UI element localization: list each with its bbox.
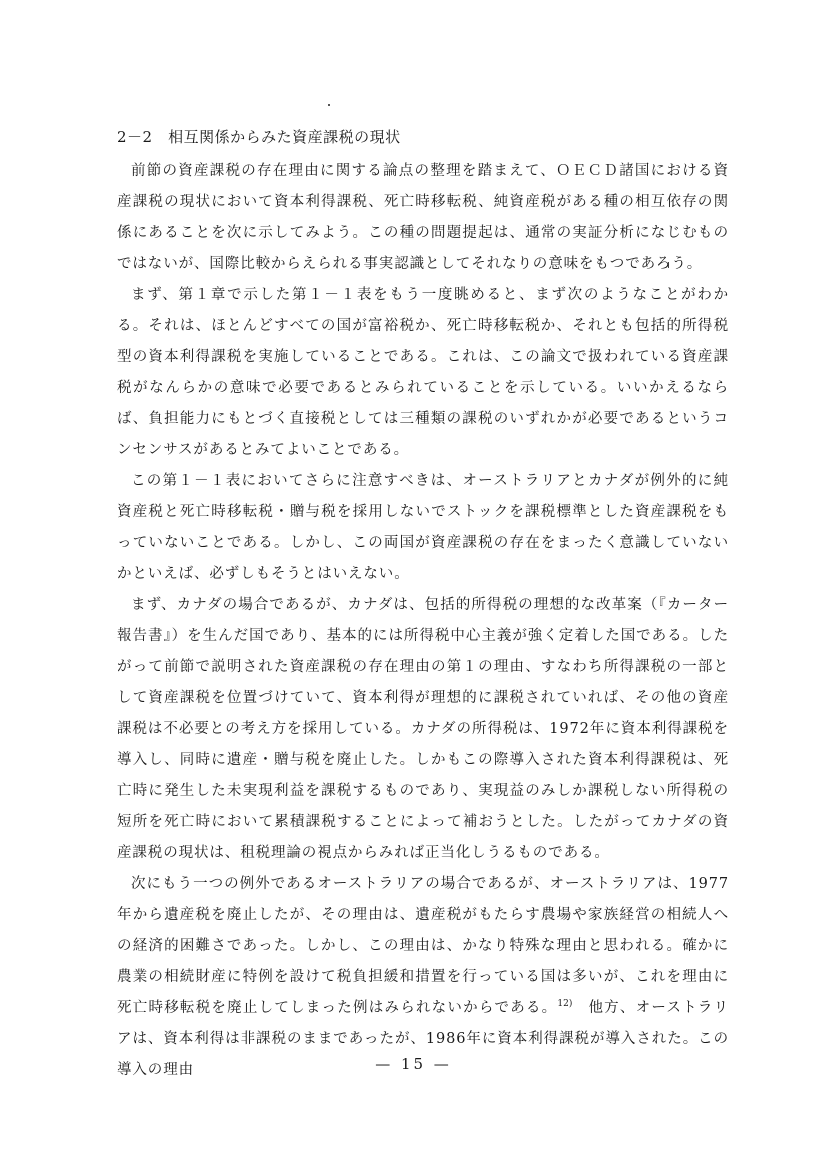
body-text: [117, 156, 729, 1086]
scan-speck: [328, 104, 330, 106]
paragraph-1: 前節の資産課税の存在理由に関する論点の整理を踏まえて、ＯＥＣＤ諸国における資産課税の現状において資本利得課税、死亡時移転税、純資産税がある種の相互依存の関係にあることを次に示してみよう。この種の問題提起は、通常の実証分析になじむものではないが、国際比較からえられる事実認識としてそれなりの意味をもつであろう。: [117, 163, 729, 272]
paragraph-5: [117, 869, 729, 1086]
paragraph-2: まず、第１章で示した第１－１表をもう一度眺めると、まず次のようなことがわかる。それは、ほとんどすべての国が富裕税か、死亡時移転税か、それとも包括的所得税型の資本利得課税を実施していることである。これは、この論文で扱われている資産課税がなんらかの意味で必要であるとみられていることを示している。いいかえるならば、負担能力にもとづく直接税としては三種類の課税のいずれかが必要であるというコンセンサスがあるとみてよいことである。: [117, 287, 729, 458]
paragraph-5-text-a: 次にもう一つの例外であるオーストラリアの場合であるが、オーストラリアは、1977年から遺産税を廃止したが、その理由は、遺産税がもたらす農場や家族経営の相続人への経済的困難さであった。しかし、この理由は、かなり特殊な理由と思われる。確かに農業の相続財産に特例を設けて税負担緩和措置を行っている国は多いが、これを理由に死亡時移転税を廃止してしまった例はみられないからである。: [117, 876, 729, 1016]
footnote-reference: 12): [557, 999, 573, 1010]
paragraph-4: まず、カナダの場合であるが、カナダは、包括的所得税の理想的な改革案（『カーター報告書』）を生んだ国であり、基本的には所得税中心主義が強く定着した国である。したがって前節で説明された資産課税の存在理由の第１の理由、すなわち所得課税の一部として資産課税を位置づけていて、資本利得が理想的に課税されていれば、その他の資産課税は不必要との考え方を採用している。カナダの所得税は、1972年に資本利得課税を導入し、同時に遺産・贈与税を廃止した。しかもこの際導入された資本利得課税は、死亡時に発生した未実現利益を課税するものであり、実現益のみしか課税しない所得税の短所を死亡時において累積課税することによって補おうとした。したがってカナダの資産課税の現状は、租税理論の視点からみれば正当化しうるものである。: [117, 597, 729, 861]
section-heading: 2－2 相互関係からみた資産課税の現状: [117, 128, 401, 146]
page-number: — 15 —: [375, 1055, 452, 1073]
paragraph-3: この第１－１表においてさらに注意すべきは、オーストラリアとカナダが例外的に純資産税と死亡時移転税・贈与税を採用しないでストックを課税標準とした資産課税をもっていないことである。しかし、この両国が資産課税の存在をまったく意識していないかといえば、必ずしもそうとはいえない。: [117, 473, 729, 582]
paragraph-5-text-b: 他方、オーストラリアは、資本利得は非課税のままであったが、1986年に資本利得課税が導入された。この導入の理由: [117, 1000, 729, 1078]
